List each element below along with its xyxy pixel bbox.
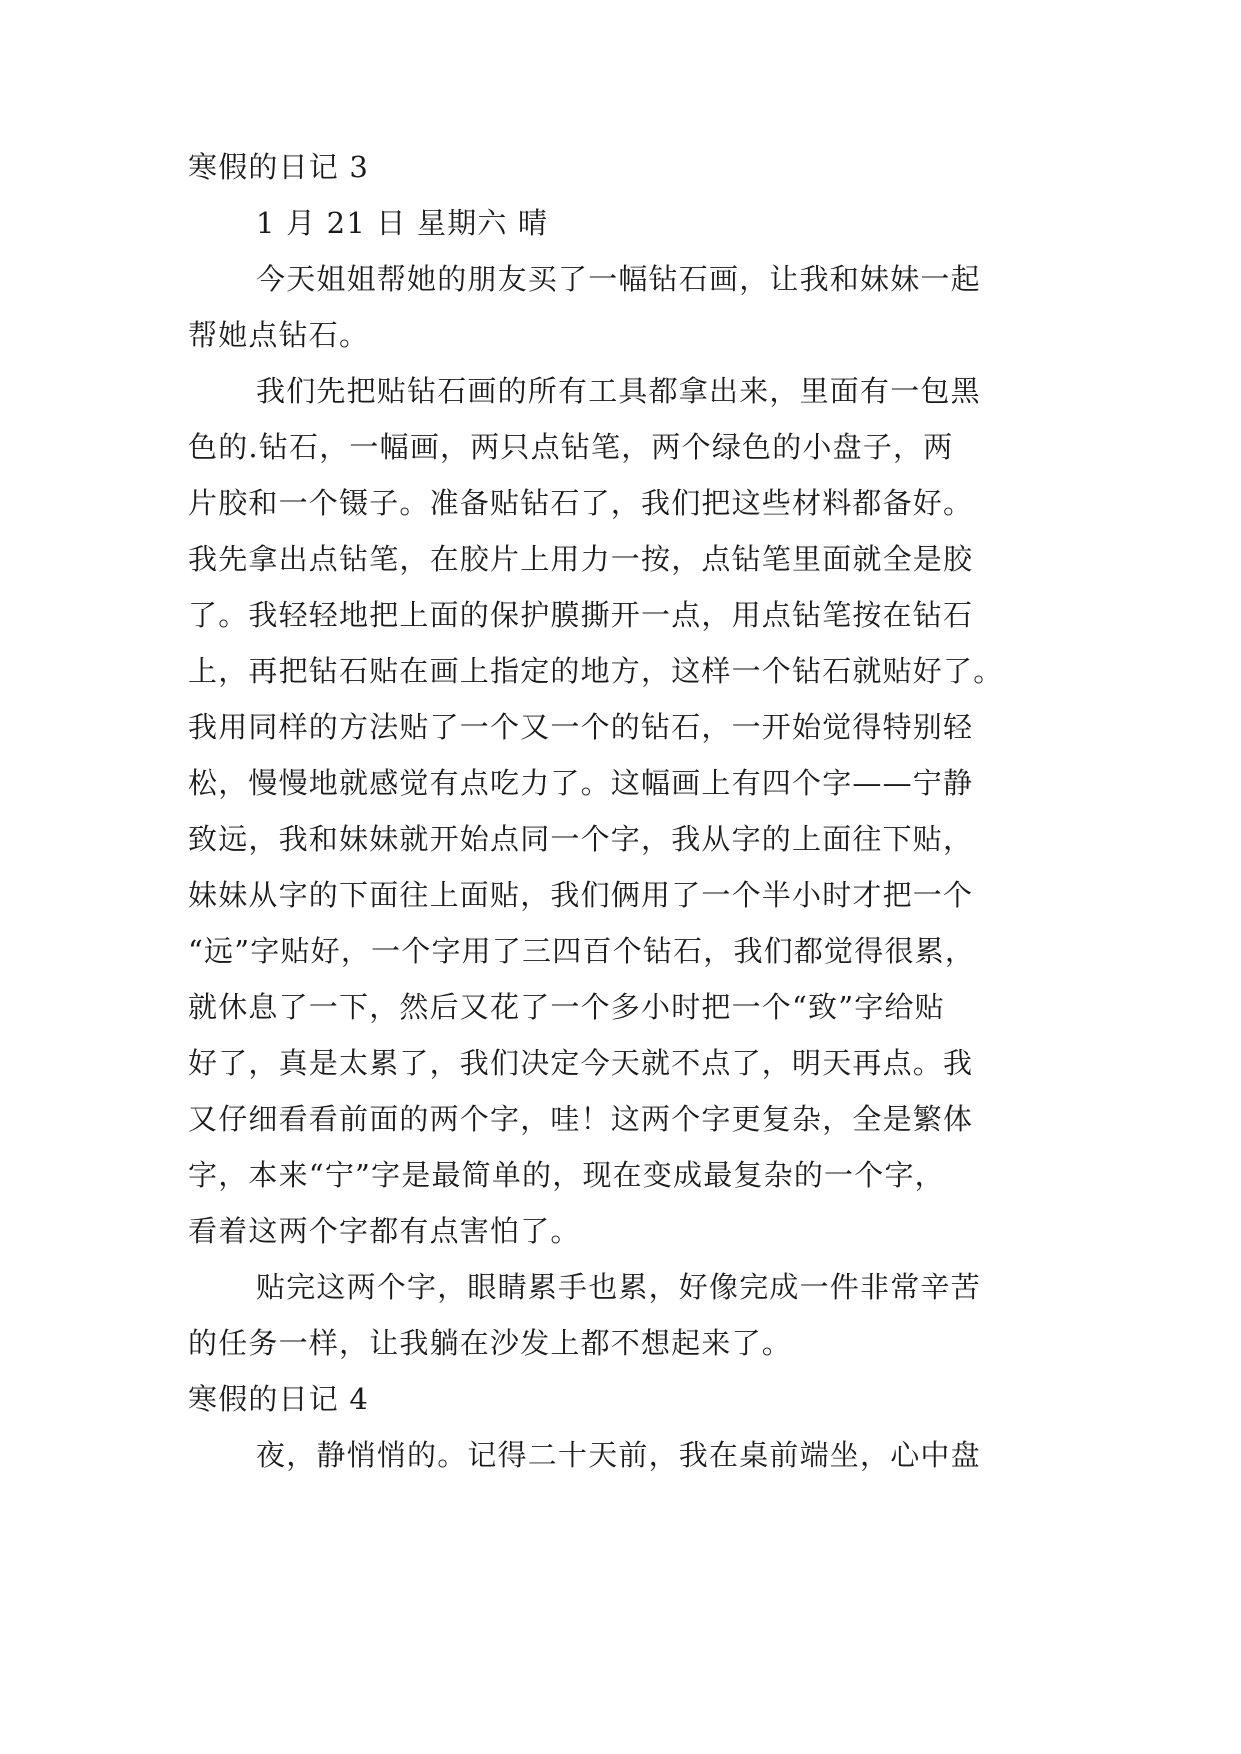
paragraph-line: 了。我轻轻地把上面的保护膜撕开一点，用点钻笔按在钻石 — [188, 598, 974, 632]
paragraph-line: 松，慢慢地就感觉有点吃力了。这幅画上有四个字——宁静 — [188, 766, 974, 800]
paragraph-line: “远”字贴好，一个字用了三四百个钻石，我们都觉得很累， — [188, 934, 976, 968]
paragraph-line: 我用同样的方法贴了一个又一个的钻石，一开始觉得特别轻 — [188, 710, 974, 744]
paragraph-line: 字，本来“宁”字是最简单的，现在变成最复杂的一个字， — [188, 1158, 945, 1192]
paragraph-line: 今天姐姐帮她的朋友买了一幅钻石画，让我和妹妹一起 — [256, 262, 981, 296]
paragraph-line: 就休息了一下，然后又花了一个多小时把一个“致”字给贴 — [188, 990, 945, 1024]
paragraph-line: 我先拿出点钻笔，在胶片上用力一按，点钻笔里面就全是胶 — [188, 542, 974, 576]
section-title: 寒假的日记 4 — [188, 1382, 370, 1416]
paragraph-line: 的任务一样，让我躺在沙发上都不想起来了。 — [188, 1326, 793, 1360]
paragraph-line: 贴完这两个字，眼睛累手也累，好像完成一件非常辛苦 — [256, 1270, 981, 1304]
paragraph-line: 妹妹从字的下面往上面贴，我们俩用了一个半小时才把一个 — [188, 878, 974, 912]
paragraph-line: 帮她点钻石。 — [188, 318, 370, 352]
paragraph-line: 片胶和一个镊子。准备贴钻石了，我们把这些材料都备好。 — [188, 486, 974, 520]
paragraph-line: 又仔细看看前面的两个字，哇！这两个字更复杂，全是繁体 — [188, 1102, 974, 1136]
paragraph-line: 看着这两个字都有点害怕了。 — [188, 1214, 581, 1248]
section-title: 寒假的日记 3 — [188, 150, 370, 184]
paragraph-line: 致远，我和妹妹就开始点同一个字，我从字的上面往下贴， — [188, 822, 974, 856]
paragraph-line: 我们先把贴钻石画的所有工具都拿出来，里面有一包黑 — [256, 374, 981, 408]
paragraph-line: 好了，真是太累了，我们决定今天就不点了，明天再点。我 — [188, 1046, 974, 1080]
date-line: 1 月 21 日 星期六 晴 — [256, 206, 549, 240]
paragraph-line: 夜，静悄悄的。记得二十天前，我在桌前端坐，心中盘 — [256, 1438, 981, 1472]
paragraph-line: 色的.钻石，一幅画，两只点钻笔，两个绿色的小盘子，两 — [188, 430, 954, 464]
paragraph-line: 上，再把钻石贴在画上指定的地方，这样一个钻石就贴好了。 — [188, 654, 1004, 688]
